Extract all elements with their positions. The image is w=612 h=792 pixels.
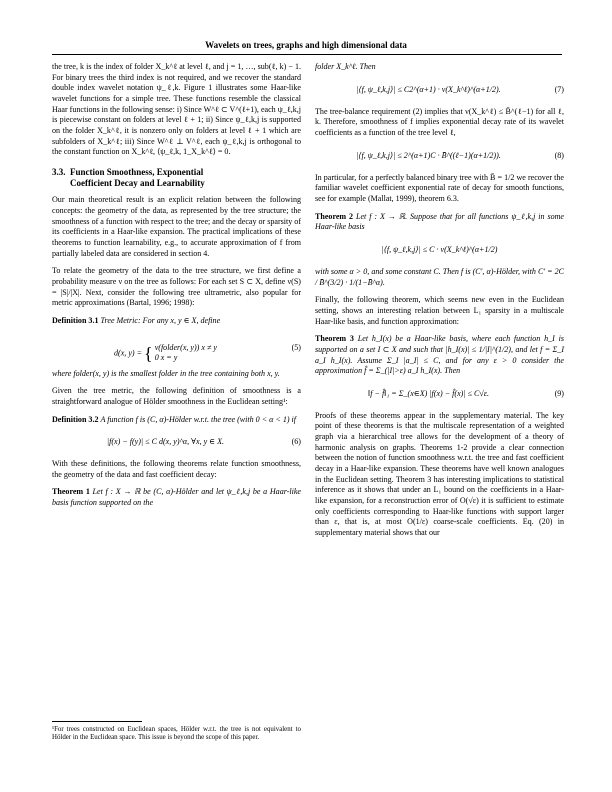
- equation-lhs: d(x, y) =: [114, 348, 143, 358]
- footnote-rule: [52, 721, 142, 722]
- equation-body: |⟨f, ψ_ℓ,k,j⟩| ≤ C · ν(X_k^ℓ)^(α+1/2): [381, 244, 498, 254]
- theorem-1: [52, 487, 301, 508]
- left-column: [52, 62, 301, 516]
- equation-9: [315, 384, 564, 406]
- paragraph: In particular, for a perfectly balanced binary tree with B̄ = 1/2 we recover the familiar wavelet coefficient exponential rate of decay for smooth functions, see for example (Mallat, 1999), theorem 6.3.: [315, 172, 564, 203]
- definition-text: A function f is (C, α)-Hölder w.r.t. the tree (with 0 < α < 1) if: [100, 414, 297, 424]
- paragraph: Finally, the following theorem, which seems new even in the Euclidean setting, shows an interesting relation between L₁ sparsity in a multiscale Haar-like basis, and function approximation:: [315, 295, 564, 326]
- paragraph: folder X_k^ℓ. Then: [315, 62, 376, 71]
- footnote: ¹For trees constructed on Euclidean spaces, Hölder w.r.t. the tree is not equivalent to Hölder in the Euclidean space. This issue is beyond the scope of this paper.: [52, 726, 301, 742]
- equation-7: [315, 80, 564, 102]
- equation-body: |f(x) − f(y)| ≤ C d(x, y)^α, ∀x, y ∈ X.: [106, 437, 225, 447]
- equation-8: [315, 146, 564, 168]
- equation-number: (9): [554, 388, 564, 398]
- equation-5: [52, 334, 301, 364]
- equation-number: (5): [291, 342, 301, 352]
- theorem-label: Theorem 2: [315, 211, 354, 221]
- paragraph: the tree, k is the index of folder X_k^ℓ at level ℓ, and j = 1, …, sub(ℓ, k) − 1. For binary trees the third index is not required, and we recover the standard double index wavelet notation ψ_ℓ,k. Figure 1 illustrates some Haar-like wavelet functions for a simple tree. These functions resemble the classical Haar functions in the following sense: i) Since W^ℓ ⊂ V^(ℓ+1), each ψ_ℓ,k,j is piecewise constant on folders at level ℓ + 1; ii) Since ψ_ℓ,k,j is supported on the folder X_k^ℓ, it is nonzero only on folders at level ℓ + 1 which are subfolders of X_k^ℓ; iii) Since W^ℓ ⊥ V^ℓ, each ψ_ℓ,k,j is orthogonal to the constant function on X_k^ℓ, ⟨ψ_ℓ,k, 1_X_k^ℓ⟩ = 0.: [52, 62, 301, 157]
- theorem-2: [315, 212, 564, 233]
- equation-case: ν(folder(x, y)) x ≠ y: [154, 342, 217, 352]
- definition-text: Tree Metric: For any x, y ∈ X, define: [100, 315, 221, 325]
- equation-6: [52, 432, 301, 454]
- equation-body: ‖f − f̂‖₁ = Σ_(x∈X) |f(x) − f̂(x)| ≤ C√ε.: [368, 388, 489, 398]
- equation-number: (8): [554, 150, 564, 160]
- paragraph: Proofs of these theorems appear in the supplementary material. The key point of these theorems is that the multiscale representation of a weighted graph via a hierarchical tree allows for the development of a theory of harmonic analysis on graphs. Theorems 1-2 provide a clear connection between the notion of function smoothness w.r.t. the tree and fast coefficient decay in a Haar-like expansion. These theorems have well known analogues in the Euclidean setting. Theorem 3 has interesting implications to statistical inference as it shows that under an L₁ bound on the coefficients in a Haar-like expansion, for a reconstruction error of O(√ε) it is sufficient to estimate only coefficients corresponding to Haar-like functions with support larger than ε, that is, at most O(1/ε) coarse-scale coefficients. Eq. (20) in supplementary material shows that our: [315, 410, 564, 538]
- paragraph: with some α > 0, and some constant C. Then f is (C′, α)-Hölder, with C′ = 2C / B̄^(3/2) · 1/(1−B̄^α).: [315, 266, 564, 287]
- section-heading: [52, 167, 301, 189]
- paragraph: Our main theoretical result is an explicit relation between the following concepts: the geometry of the data, as represented by the tree structure; the smoothness of a function with respect to the tree; and the decay or sparsity of its coefficients in a Haar-like expansion. The practical implications of these theorems to function learnability, e.g., to accurate approximation of f from partially labeled data are considered in section 4.: [52, 195, 301, 258]
- equation-case: 0 x = y: [154, 353, 178, 363]
- right-column: [315, 62, 564, 546]
- theorem-text: Let h_I(x) be a Haar-like basis, where each function h_I is supported on a set I ⊂ X and such that |h_I(x)| ≤ 1/|I|^(1/2), and let f = Σ_I a_I h_I(x). Assume Σ_I |a_I| ≤ C, and for any ε > 0 consider the approximation f̂ = Σ_(|I|>ε) a_I h_I(x). Then: [315, 334, 564, 376]
- definition-label: Definition 3.1: [52, 315, 99, 325]
- definition-3-2: [52, 415, 301, 426]
- theorem-label: Theorem 1: [52, 487, 90, 497]
- section-number: 3.3.: [52, 166, 66, 177]
- paragraph: Given the tree metric, the following definition of smoothness is a straightforward analogue of Hölder smoothness in the Euclidean setting¹:: [52, 386, 301, 406]
- equation-body: |⟨f, ψ_ℓ,k,j⟩| ≤ C2^(α+1) · ν(X_k^ℓ)^(α+1/2).: [356, 84, 501, 94]
- theorem-text: Let f : X → ℝ. Suppose that for all functions ψ_ℓ,k,j in some Haar-like basis: [315, 211, 564, 232]
- paragraph: The tree-balance requirement (2) implies that ν(X_k^ℓ) ≤ B̄^(ℓ−1) for all ℓ, k. Therefore, smoothness of f implies exponential decay rate of its wavelet coefficients as a function of the tree level ℓ,: [315, 106, 564, 137]
- theorem-3: [315, 334, 564, 377]
- paragraph: where folder(x, y) is the smallest folder in the tree containing both x, y.: [52, 368, 280, 378]
- running-header: Wavelets on trees, graphs and high dimensional data: [205, 40, 407, 50]
- section-title-line2: Coefficient Decay and Learnability: [70, 178, 205, 189]
- theorem-label: Theorem 3: [315, 334, 354, 344]
- definition-label: Definition 3.2: [52, 414, 99, 424]
- paragraph: To relate the geometry of the data to the tree structure, we first define a probability measure ν on the tree as follows: For each set S ⊂ X, define ν(S) = |S|/|X|. Next, consider the following tree ultrametric, also popular for metric approximations (Bartal, 1996; 1998):: [52, 266, 301, 308]
- header-rule: [52, 54, 562, 55]
- brace-icon: {: [144, 342, 153, 363]
- section-title-line1: Function Smoothness, Exponential: [70, 166, 204, 177]
- theorem-text: Let f : X → ℝ be (C, α)-Hölder and let ψ_ℓ,k,j be a Haar-like basis function supported on the: [52, 487, 301, 508]
- equation-number: (6): [291, 437, 301, 447]
- equation-body: |⟨f, ψ_ℓ,k,j⟩| ≤ 2^(α+1)C · B̄^((ℓ−1)(α+1/2)).: [356, 150, 501, 160]
- equation-theorem-2: [315, 240, 564, 262]
- paragraph: With these definitions, the following theorems relate function smoothness, the geometry of the data and fast coefficient decay:: [52, 459, 301, 479]
- definition-3-1: [52, 316, 301, 327]
- equation-number: (7): [554, 84, 564, 94]
